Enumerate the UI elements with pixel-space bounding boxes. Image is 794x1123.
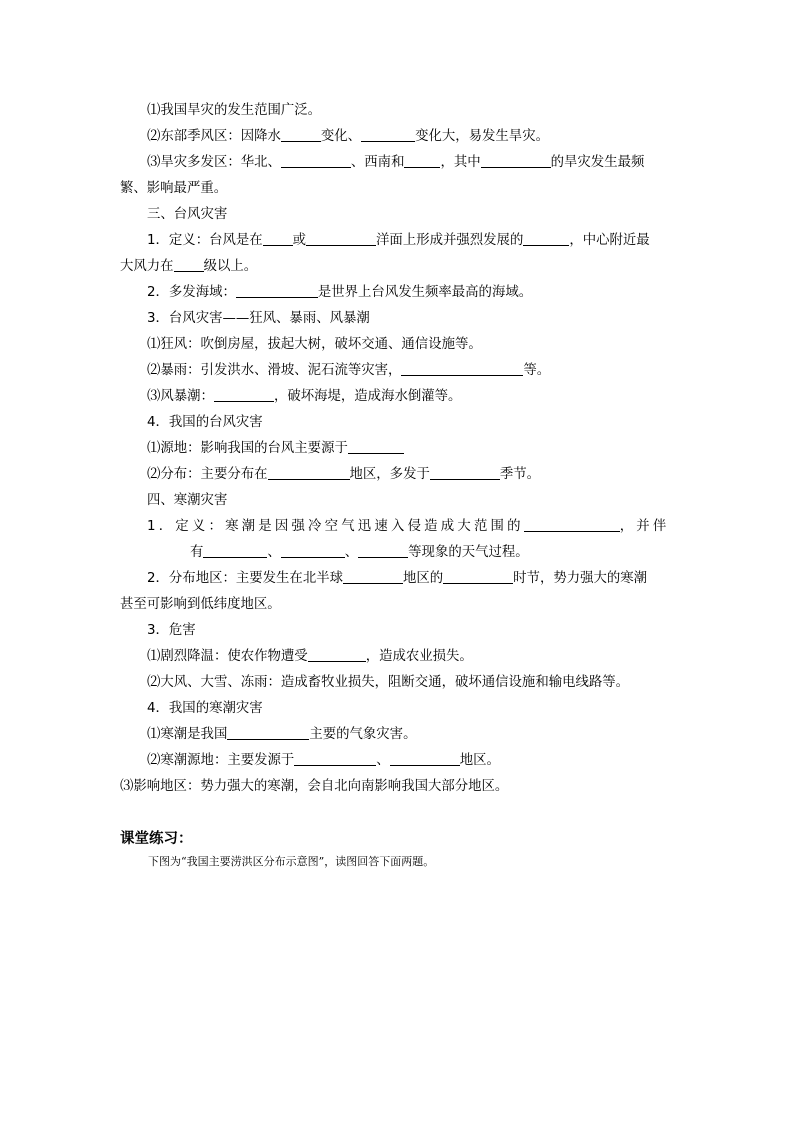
text: 主要的气象灾害。 [309, 727, 417, 742]
cold-definition-line [0, 514, 794, 540]
text: 甚至可影响到低纬度地区。 [120, 597, 281, 612]
fill-blank[interactable] [308, 646, 366, 662]
fill-blank[interactable] [348, 438, 404, 454]
typhoon-distribution-line [0, 462, 794, 488]
text: ，造成农业损失。 [365, 649, 473, 664]
text: 1．定义：台风是在 [147, 233, 263, 248]
text: ，并伴 [619, 519, 670, 534]
cold-definition-line-cont [0, 540, 794, 566]
text: 1．定义：寒潮是因强冷空气迅速入侵造成大范围的 [147, 519, 524, 534]
fill-blank[interactable] [361, 126, 415, 142]
fill-blank[interactable] [430, 464, 500, 480]
typhoon-source-line [0, 436, 794, 462]
typhoon-definition-line [0, 228, 794, 254]
fill-blank[interactable] [174, 256, 204, 272]
text: 4．我国的寒潮灾害 [147, 701, 263, 716]
text: 、西南和 [350, 155, 405, 170]
text: ，破坏海堤，造成海水倒灌等。 [273, 389, 462, 404]
drought-area-line [0, 150, 794, 176]
fill-blank[interactable] [358, 542, 408, 558]
text: 变化、 [320, 129, 362, 144]
text: ⑴寒潮是我国 [147, 727, 228, 742]
text: 2．分布地区：主要发生在北半球 [147, 571, 343, 586]
typhoon-disaster-heading [0, 306, 794, 332]
typhoon-section-title [0, 202, 794, 228]
cold-area-line [0, 566, 794, 592]
text: 级以上。 [203, 259, 258, 274]
fill-blank[interactable] [203, 542, 267, 558]
text: 2．多发海域： [147, 285, 236, 300]
text: 是世界上台风发生频率最高的海域。 [317, 285, 533, 300]
cold-harm-1-line [0, 644, 794, 670]
fill-blank[interactable] [236, 282, 318, 298]
fill-blank[interactable] [306, 230, 376, 246]
fill-blank[interactable] [268, 464, 350, 480]
fill-blank[interactable] [227, 724, 309, 740]
drought-east-line [0, 124, 794, 150]
cold-harm-heading [0, 618, 794, 644]
cold-china-1-line [0, 722, 794, 748]
text: ⑵分布：主要分布在 [147, 467, 268, 482]
typhoon-surge-line [0, 384, 794, 410]
text: 有 [190, 545, 204, 560]
cold-china-3-line [0, 774, 794, 800]
fill-blank[interactable] [390, 750, 460, 766]
text: 、 [376, 753, 390, 768]
drought-area-line-cont [0, 176, 794, 202]
section-title: 四、寒潮灾害 [147, 493, 228, 508]
fill-blank[interactable] [343, 568, 403, 584]
text: 等现象的天气过程。 [408, 545, 529, 560]
cold-area-line-cont [0, 592, 794, 618]
fill-blank[interactable] [481, 152, 551, 168]
text: 3．危害 [147, 623, 196, 638]
text: ⑵寒潮源地：主要发源于 [147, 753, 295, 768]
cold-section-title [0, 488, 794, 514]
text: ⑴源地：影响我国的台风主要源于 [147, 441, 348, 456]
drought-scope-line [0, 98, 794, 124]
fill-blank[interactable] [401, 360, 523, 376]
text: ⑵大风、大雪、冻雨：造成畜牧业损失，阻断交通，破坏通信设施和输电线路等。 [147, 675, 630, 690]
typhoon-definition-line-cont [0, 254, 794, 280]
fill-blank[interactable] [294, 750, 376, 766]
text: 、 [267, 545, 281, 560]
fill-blank[interactable] [281, 152, 351, 168]
text: ⑵东部季风区：因降水 [147, 129, 281, 144]
text: 时节，势力强大的寒潮 [513, 571, 648, 586]
text: 3．台风灾害——狂风、暴雨、风暴潮 [147, 311, 370, 326]
text: 大风力在 [120, 259, 174, 274]
text: 等。 [523, 363, 551, 378]
fill-blank[interactable] [404, 152, 440, 168]
text: 繁、影响最严重。 [120, 181, 228, 196]
text: 地区，多发于 [349, 467, 430, 482]
fill-blank[interactable] [263, 230, 293, 246]
text: ，中心附近最 [569, 233, 650, 248]
text: 地区。 [459, 753, 500, 768]
cold-harm-2-line [0, 670, 794, 696]
text: 地区的 [403, 571, 444, 586]
practice-intro-text: 下图为“我国主要涝洪区分布示意图”，读图回答下面两题。 [148, 855, 435, 868]
text: 的旱灾发生最频 [550, 155, 645, 170]
cold-china-2-line [0, 748, 794, 774]
text: ⑴剧烈降温：使农作物遭受 [147, 649, 308, 664]
fill-blank[interactable] [214, 386, 274, 402]
fill-blank[interactable] [443, 568, 513, 584]
text: ⑶影响地区：势力强大的寒潮，会自北向南影响我国大部分地区。 [120, 779, 509, 794]
typhoon-sea-line [0, 280, 794, 306]
fill-blank[interactable] [524, 516, 620, 532]
text: 洋面上形成并强烈发展的 [376, 233, 524, 248]
text: ⑵暴雨：引发洪水、滑坡、泥石流等灾害， [147, 363, 402, 378]
fill-blank[interactable] [523, 230, 569, 246]
typhoon-rain-line [0, 358, 794, 384]
cold-china-heading [0, 696, 794, 722]
text: ⑶风暴潮： [147, 389, 214, 404]
text: ⑴狂风：吹倒房屋，拔起大树，破坏交通、通信设施等。 [147, 337, 482, 352]
fill-blank[interactable] [281, 542, 345, 558]
text: 变化大，易发生旱灾。 [415, 129, 549, 144]
text: 季节。 [499, 467, 541, 482]
text: ⑶旱灾多发区：华北、 [147, 155, 281, 170]
practice-intro-line [0, 849, 794, 875]
text: ，其中 [440, 155, 481, 170]
text: 、 [344, 545, 359, 560]
typhoon-china-heading [0, 410, 794, 436]
practice-heading-text: 课堂练习： [120, 830, 193, 847]
drought-scope-text: ⑴我国旱灾的发生范围广泛。 [147, 103, 322, 118]
typhoon-wind-line [0, 332, 794, 358]
text: 或 [292, 233, 307, 248]
text: 4．我国的台风灾害 [147, 415, 263, 430]
section-title: 三、台风灾害 [147, 207, 228, 222]
fill-blank[interactable] [281, 126, 321, 142]
